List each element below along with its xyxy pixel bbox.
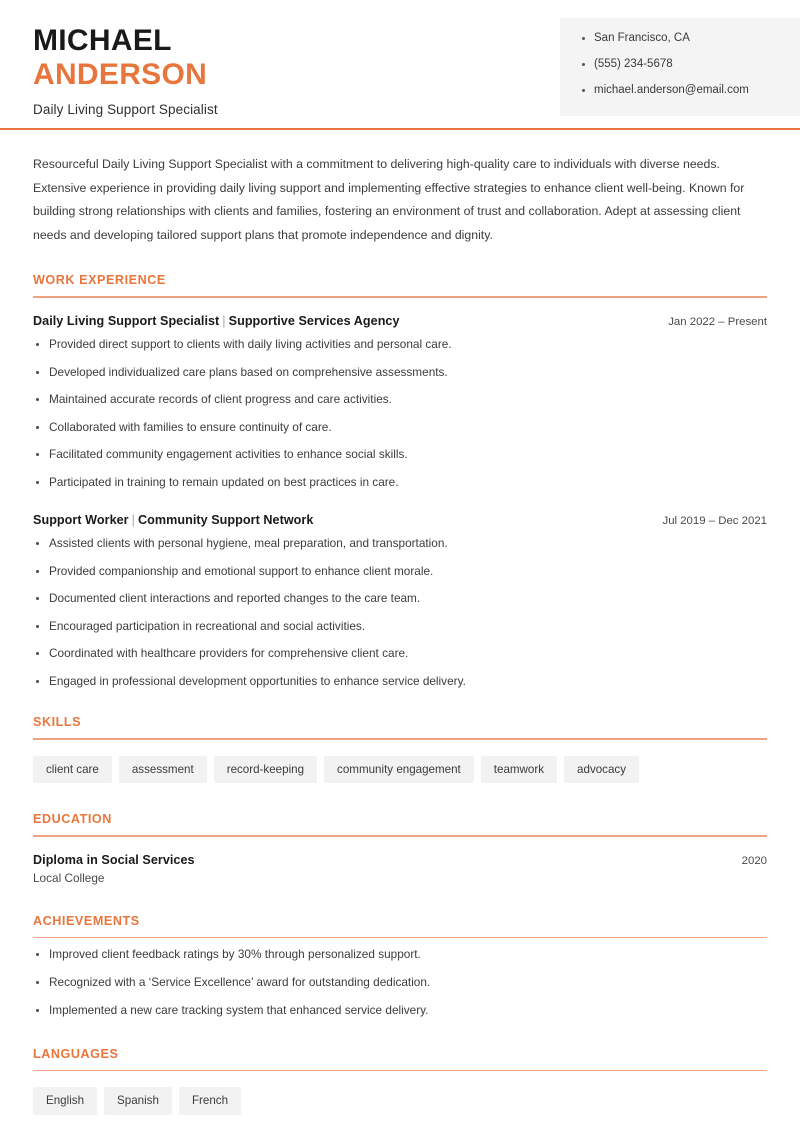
list-item: Implemented a new care tracking system that enhanced service delivery. xyxy=(33,1003,767,1018)
title-separator: | xyxy=(131,513,135,527)
section-rule-languages xyxy=(33,1070,767,1072)
list-item: Provided direct support to clients with daily living activities and personal care. xyxy=(33,337,767,352)
list-item: Provided companionship and emotional support to enhance client morale. xyxy=(33,564,767,579)
list-item: Engaged in professional development opportunities to enhance service delivery. xyxy=(33,674,767,689)
work-role: Daily Living Support Specialist xyxy=(33,313,220,328)
section-title-education: EDUCATION xyxy=(33,812,112,827)
education-school: Local College xyxy=(33,870,105,885)
list-item: Coordinated with healthcare providers for comprehensive client care. xyxy=(33,646,767,661)
list-item: Developed individualized care plans based on comprehensive assessments. xyxy=(33,365,767,380)
first-name: MICHAEL xyxy=(33,24,172,57)
list-item: Encouraged participation in recreational and social activities. xyxy=(33,619,767,634)
skill-chip: teamwork xyxy=(481,756,557,784)
section-rule-skills xyxy=(33,738,767,740)
section-title-achievements: ACHIEVEMENTS xyxy=(33,913,140,928)
work-entry-header xyxy=(33,513,767,527)
work-bullets xyxy=(33,337,767,490)
skill-chip: advocacy xyxy=(564,756,639,784)
education-entry xyxy=(33,853,767,885)
work-entry-title xyxy=(33,513,313,527)
achievements-list xyxy=(33,947,767,1017)
languages-chip-list xyxy=(33,1087,767,1115)
contact-email: michael.anderson@email.com xyxy=(582,84,800,98)
skill-chip: community engagement xyxy=(324,756,474,784)
section-skills xyxy=(33,715,767,783)
work-date: Jan 2022 – Present xyxy=(668,315,767,328)
list-item: Participated in training to remain updated on best practices in care. xyxy=(33,475,767,490)
professional-summary: Resourceful Daily Living Support Specialist with a commitment to delivering high-quality care to individuals with diverse needs. Extensive experience in providing daily living support and implementing effective strategies to enhance client well-being. Known for building strong relationships with clients and families, fostering an environment of trust and collaboration. Adept at assessing client needs and developing tailored support plans that promote independence and dignity. xyxy=(33,157,745,242)
header-divider xyxy=(0,128,800,130)
list-item: Recognized with a ‘Service Excellence’ award for outstanding dedication. xyxy=(33,975,767,990)
section-title-work: WORK EXPERIENCE xyxy=(33,273,166,288)
list-item: Maintained accurate records of client progress and care activities. xyxy=(33,392,767,407)
work-company: Community Support Network xyxy=(137,513,314,527)
section-achievements xyxy=(33,914,767,1018)
contact-phone: (555) 234-5678 xyxy=(582,58,800,72)
last-name: ANDERSON xyxy=(33,57,208,91)
skill-chip: client care xyxy=(33,756,112,784)
section-rule-achievements xyxy=(33,937,767,939)
section-title-skills: SKILLS xyxy=(33,715,82,730)
work-company: Supportive Services Agency xyxy=(228,313,400,328)
work-date: Jul 2019 – Dec 2021 xyxy=(662,515,767,527)
header-identity xyxy=(0,0,218,117)
section-rule-work xyxy=(33,296,767,298)
education-degree: Diploma in Social Services xyxy=(33,852,195,867)
language-chip: Spanish xyxy=(104,1087,172,1115)
language-chip: French xyxy=(179,1087,241,1115)
section-title-languages: LANGUAGES xyxy=(33,1046,119,1061)
work-entry xyxy=(33,314,767,490)
title-separator: | xyxy=(222,313,226,328)
education-date: 2020 xyxy=(741,854,767,867)
skill-chip: assessment xyxy=(119,756,207,784)
list-item: Collaborated with families to ensure continuity of care. xyxy=(33,420,767,435)
section-education xyxy=(33,812,767,885)
section-rule-education xyxy=(33,835,767,837)
work-entry-header xyxy=(33,314,767,328)
contact-list xyxy=(582,32,800,97)
work-role: Support Worker xyxy=(33,513,129,527)
language-chip: English xyxy=(33,1087,97,1115)
section-languages xyxy=(33,1047,767,1115)
education-entry-header xyxy=(33,853,767,867)
list-item: Assisted clients with personal hygiene, meal preparation, and transportation. xyxy=(33,536,767,551)
work-bullets xyxy=(33,536,767,689)
list-item: Facilitated community engagement activities to enhance social skills. xyxy=(33,447,767,462)
list-item: Improved client feedback ratings by 30% through personalized support. xyxy=(33,947,767,962)
skill-chip: record-keeping xyxy=(214,756,317,784)
section-work-experience xyxy=(33,273,767,689)
work-entry-title xyxy=(33,314,400,328)
resume-content xyxy=(0,153,800,1115)
job-tagline: Daily Living Support Specialist xyxy=(33,102,218,118)
contact-box xyxy=(560,18,800,116)
skills-chip-list xyxy=(33,756,767,784)
contact-location: San Francisco, CA xyxy=(582,32,800,46)
work-entry xyxy=(33,513,767,689)
resume-header xyxy=(0,0,800,128)
list-item: Documented client interactions and reported changes to the care team. xyxy=(33,591,767,606)
